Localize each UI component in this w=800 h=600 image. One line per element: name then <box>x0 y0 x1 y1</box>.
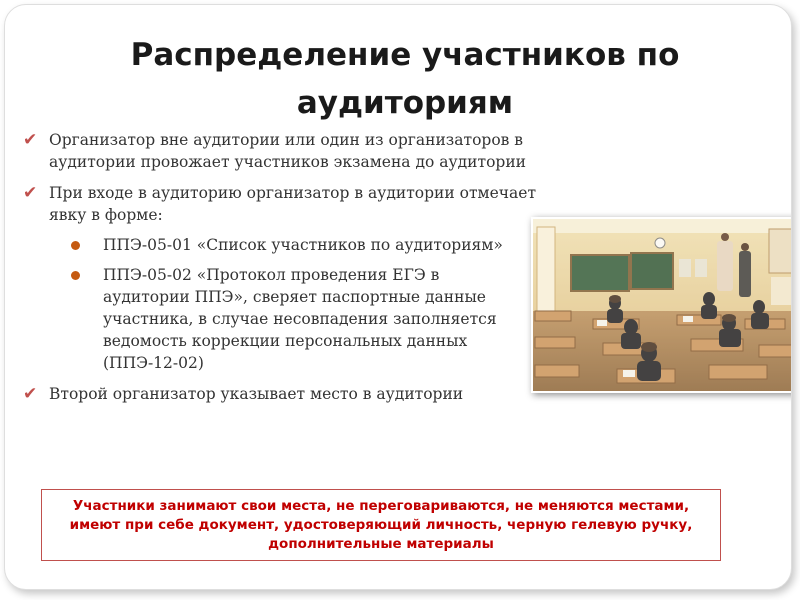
check-icon: ✔ <box>23 130 38 150</box>
sub-bullet-item <box>49 264 539 374</box>
check-icon: ✔ <box>23 183 38 203</box>
slide <box>4 4 792 590</box>
sub-bullet-text: ППЭ-05-01 «Список участников по аудиториям» <box>103 236 503 254</box>
bullet-item <box>19 129 539 173</box>
page-title <box>65 31 745 127</box>
sub-bullet-text: ППЭ-05-02 «Протокол проведения ЕГЭ в аудитории ППЭ», сверяет паспортные данные участника, в случае несовпадения заполняется ведомость коррекции персональных данных (ППЭ-12-02) <box>103 266 497 372</box>
notice-box <box>41 489 721 561</box>
bullet-text: Организатор вне аудитории или один из организаторов в аудитории провожает участников экзамена до аудитории <box>49 131 526 171</box>
bullet-list <box>19 129 539 414</box>
sub-bullet-item <box>49 234 539 256</box>
bullet-item <box>19 182 539 374</box>
notice-text: Участники занимают свои места, не переговариваются, не меняются местами, имеют при себе документ, удостоверяющий личность, черную гелевую ручку, дополнительные материалы <box>69 497 693 552</box>
check-icon: ✔ <box>23 384 38 404</box>
sub-bullet-list <box>49 234 539 374</box>
classroom-photo-illustration <box>533 219 792 391</box>
classroom-photo <box>531 217 792 393</box>
bullet-text: Второй организатор указывает место в аудитории <box>49 385 464 403</box>
title-line-1: Распределение участников по <box>130 37 680 73</box>
bullet-text: При входе в аудиторию организатор в аудитории отмечает явку в форме: <box>49 184 537 224</box>
dot-icon <box>71 241 80 250</box>
dot-icon <box>71 271 80 280</box>
bullet-item <box>19 383 539 405</box>
title-line-2: аудиториям <box>296 85 514 121</box>
